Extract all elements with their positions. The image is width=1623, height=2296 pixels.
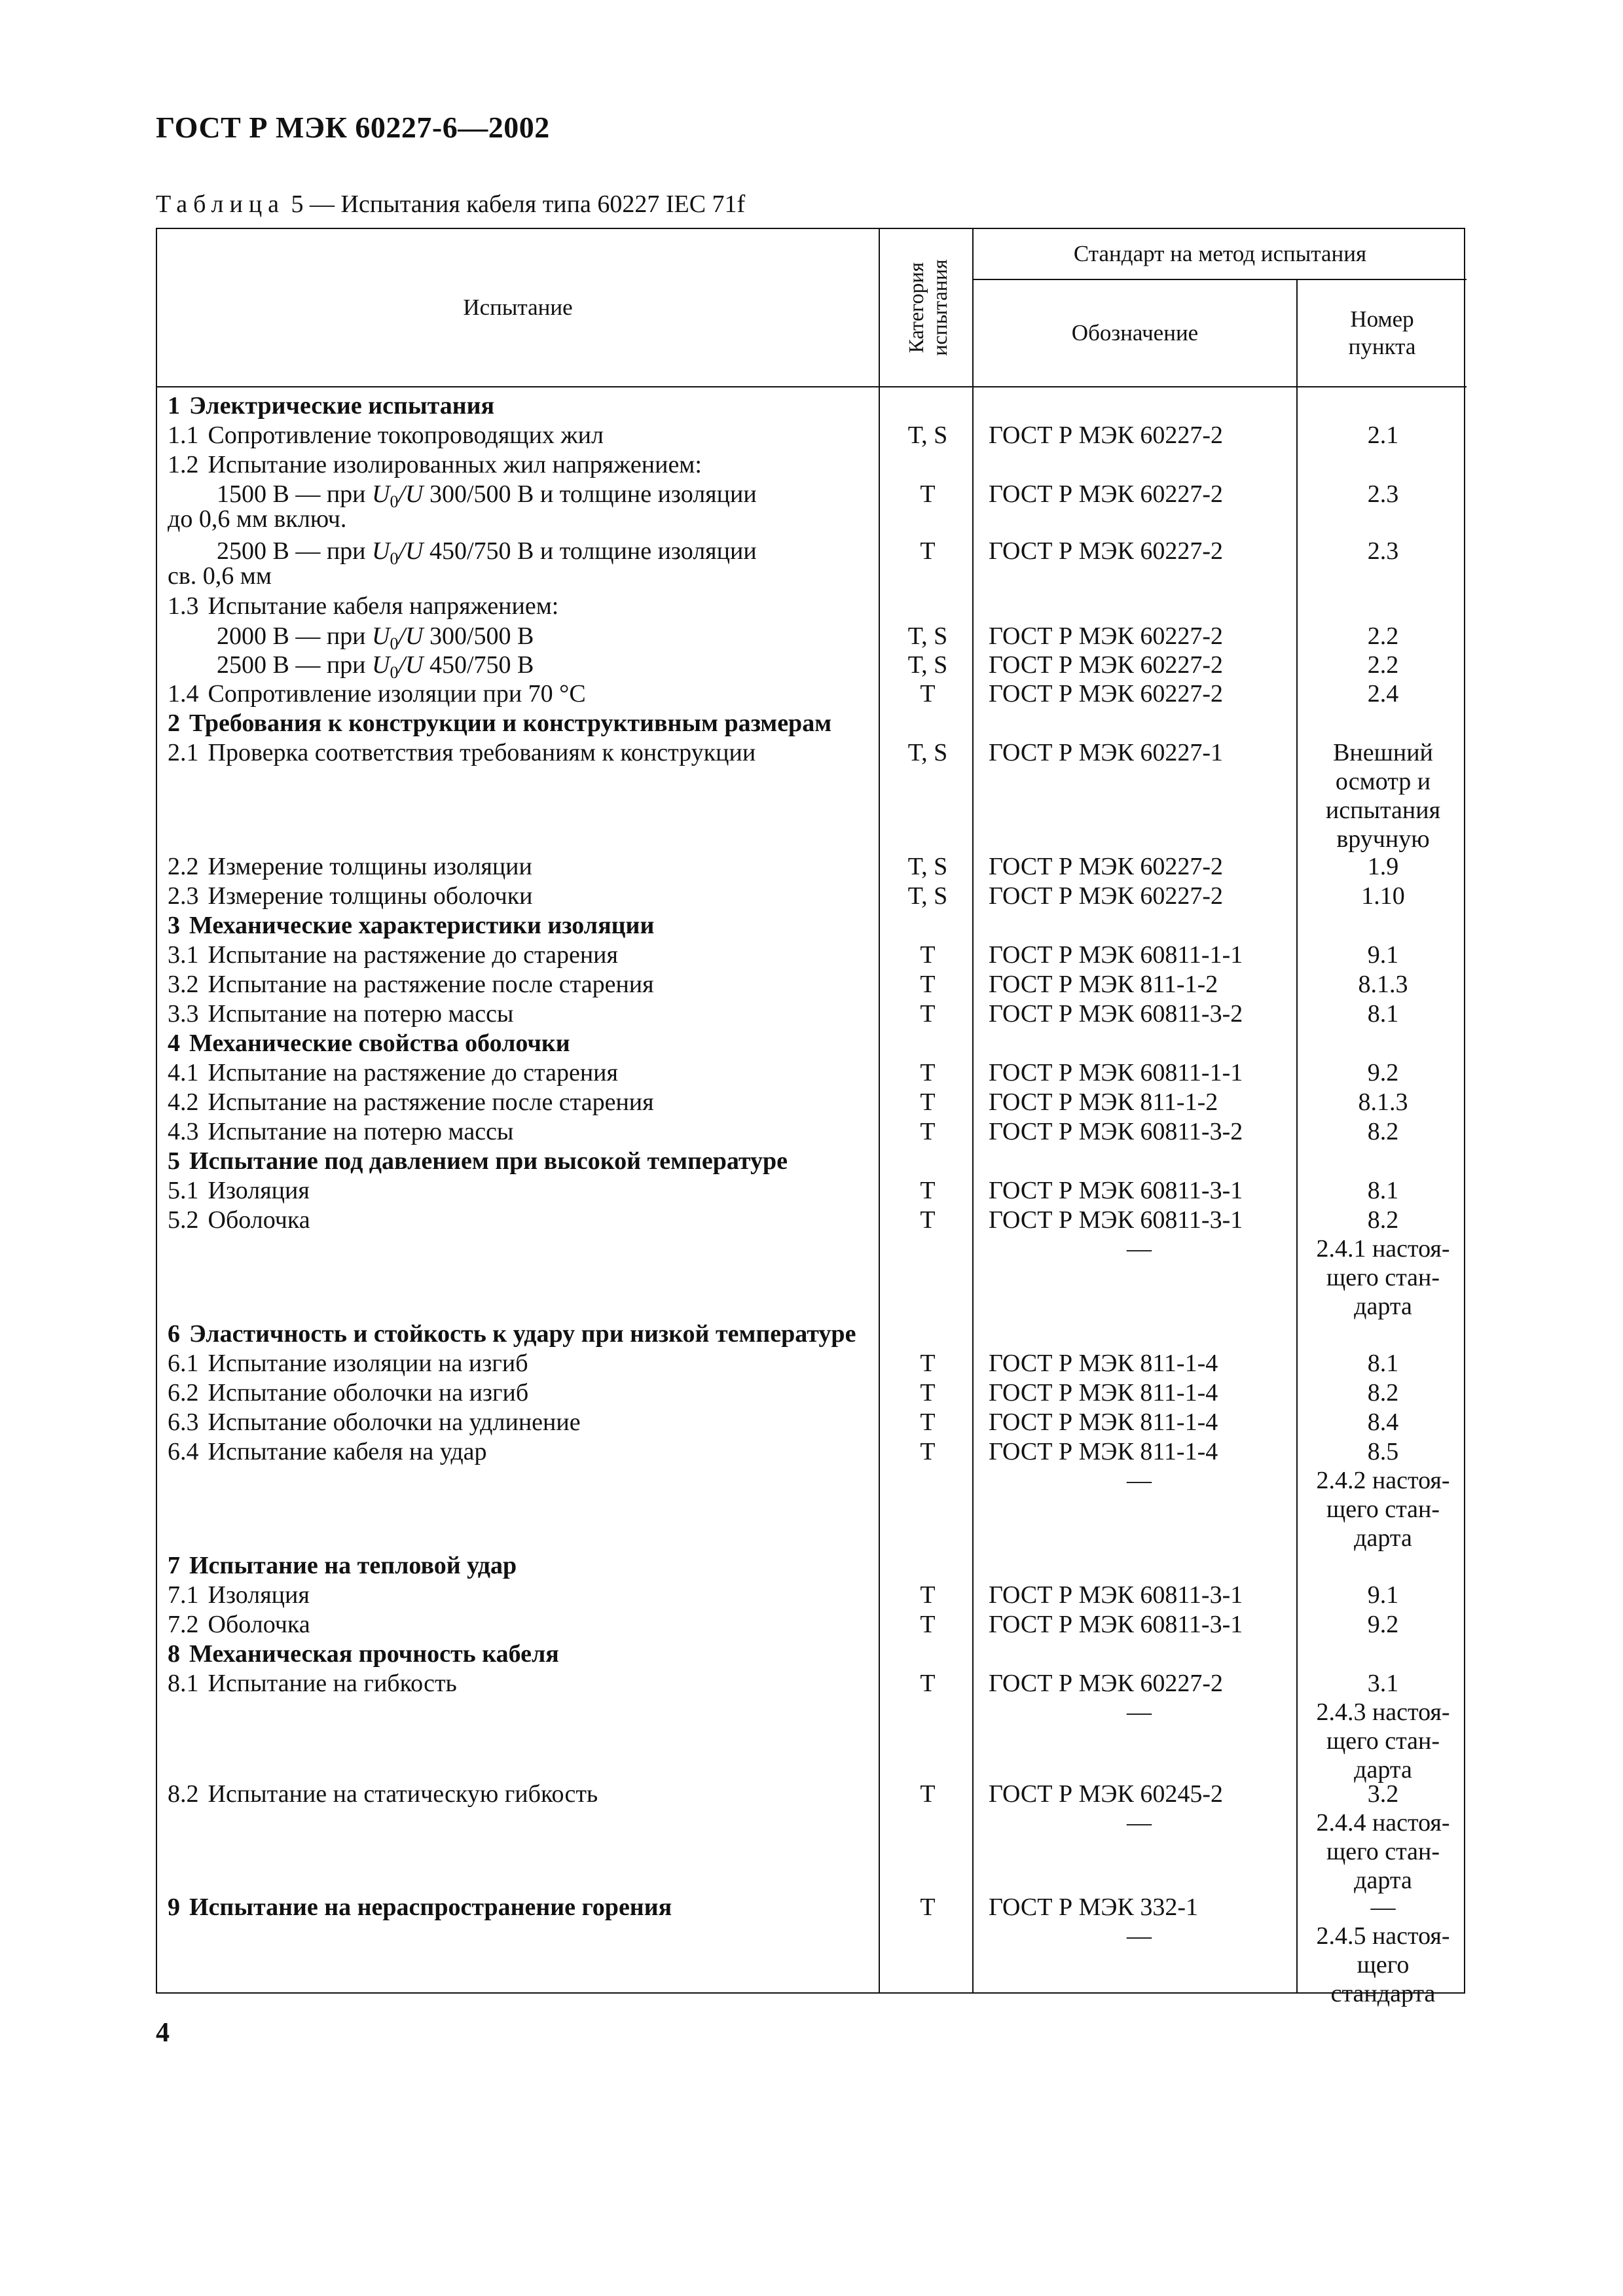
document-title: ГОСТ Р МЭК 60227-6—2002 [156,111,550,144]
header-category: Категория испытания [904,259,951,356]
header-test: Испытание [463,295,573,320]
test-table: Испытание Категория испытания Стандарт на метод испытания Обозначение Номер пункта 1 Электрические испытания 1.1 Сопротивление токопроводящих жил T, S ГОСТ Р МЭК 60227-2 2.1 1.2 Испытание изолированных жил напряжением: 1500 В — при $U_0/U$ 300/500 В и толщине изоляции T ГОСТ Р МЭК 60227-2 2.3 до 0,6 мм включ. 2500 В — при $U_0/U$ 450/750 В и толщине изоляции T ГОСТ Р МЭК 60227-2 2.3 св. 0,6 мм 1.3 Испытание кабеля напряжением: 2000 В — при $U_0/U$ 300/500 В T, S ГОСТ Р МЭК 60227-2 2.2 2500 В — при $U_0/U$ 450/750 В T, S ГОСТ Р МЭК 60227-2 2.2 1.4 Сопротивление изоляции при 70 °С T ГОСТ Р МЭК 60227-2 2.4 2 Требования к конструкции и конструктивным размерам 2.1 Проверка соответствия требованиям к конструкции T, S ГОСТ Р МЭК 60227-1 Внешний осмотр и испытания вручную 2.2 Измерение толщины изоляции T, S ГОСТ Р МЭК 60227-2 1.9 2.3 Измерение толщины оболочки T, S ГОСТ Р МЭК 60227-2 1.10 3 Механические характеристики изоляции 3.1 Испытание на растяжение до старения T ГОСТ Р МЭК 60811-1-1 9.1 3.2 Испытание на растяжение после старения T ГОСТ Р МЭК 811-1-2 8.1.3 3.3 Испытание на потерю массы T ГОСТ Р МЭК 60811-3-2 8.1 4 Механические свойства оболочки 4.1 Испытание на растяжение до старения T ГОСТ Р МЭК 60811-1-1 9.2 4.2 Испытание на растяжение после старения T ГОСТ Р МЭК 811-1-2 8.1.3 4.3 Испытание на потерю массы T ГОСТ Р МЭК 60811-3-2 8.2 5 Испытание под давлением при высокой температуре 5.1 Изоляция T ГОСТ Р МЭК 60811-3-1 8.1 5.2 Оболочка T ГОСТ Р МЭК 60811-3-1 — 8.2 2.4.1 настоя- щего стан- дарта 6 Эластичность и стойкость к удару при низкой температуре 6.1 Испытание изоляции на изгиб T ГОСТ Р МЭК 811-1-4 8.1 6.2 Испытание оболочки на изгиб T ГОСТ Р МЭК 811-1-4 8.2 6.3 Испытание оболочки на удлинение T ГОСТ Р МЭК 811-1-4 8.4 6.4 Испытание кабеля на удар T ГОСТ Р МЭК 811-1-4 — 8.5 2.4.2 настоя- щего стан- дарта 7 Испытание на тепловой удар 7.1 Изоляция T ГОСТ Р МЭК 60811-3-1 9.1 7.2 Оболочка T ГОСТ Р МЭК 60811-3-1 9.2 8 Механическая прочность кабеля 8.1 Испытание на гибкость T ГОСТ Р МЭК 60227-2 — 3.1 2.4.3 настоя- щего стан- дарта 8.2 Испытание на статическую гибкость T ГОСТ Р МЭК 60245-2 — 3.2 2.4.4 настоя- щего стан- дарта 9 Испытание на нераспространение горения T ГОСТ Р МЭК 332-1 — — 2.4.5 настоя- щего стандарта [156,228,1465,1994]
header-clause: Номер пункта [1348,306,1416,359]
header-designation: Обозначение [1071,320,1199,346]
header-bottom-rule [157,386,1467,387]
header-standard: Стандарт на метод испытания [1073,241,1367,266]
table-caption: Таблица 5 — Испытания кабеля типа 60227 IEC 71f [156,190,746,218]
column-divider [879,229,880,1992]
page-number: 4 [156,2018,170,2048]
